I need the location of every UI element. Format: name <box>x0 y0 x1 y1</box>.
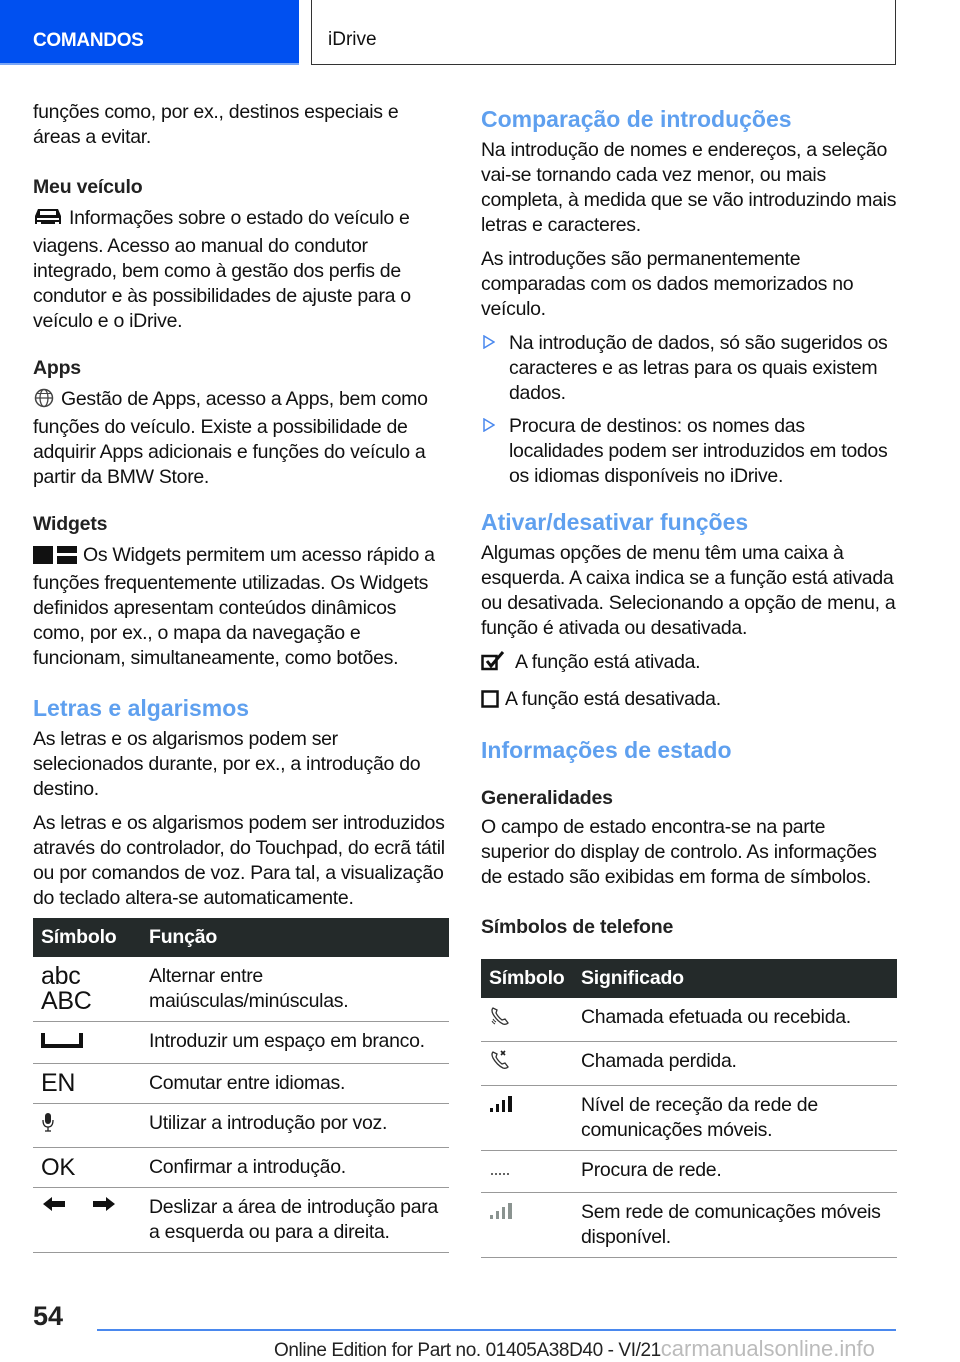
checkbox-unchecked-icon <box>481 690 499 715</box>
table-row <box>481 1193 897 1258</box>
table-row <box>33 1104 449 1148</box>
meaning-cell: Nível de receção da rede de comunicações móveis. <box>573 1086 897 1151</box>
symbol-cell <box>33 957 141 1022</box>
section-tab <box>311 0 896 65</box>
section-title: iDrive <box>328 29 377 50</box>
symbol-cell <box>33 1188 141 1253</box>
lowercase-symbol: abc <box>41 962 81 990</box>
meu-veiculo-text: Informações sobre o estado do veículo e viagens. Acesso ao manual do condutor integrado, bem como à gestão dos perfis de condutor e às possibilidades de ajuste para o veículo e o iDrive. <box>33 207 411 332</box>
apps-heading: Apps <box>33 357 81 379</box>
symbol-cell <box>481 998 573 1042</box>
checkbox-checked-icon <box>481 651 509 678</box>
generalidades-heading: Generalidades <box>481 787 613 809</box>
comparacao-p1: Na introdução de nomes e endereços, a seleção vai-se tornando cada vez menor, ou mais completa, à medida que se vão introduzindo mais letras e caracteres. <box>481 139 897 236</box>
widgets-icon <box>33 546 77 571</box>
table-header-row <box>33 918 449 957</box>
col-header-meaning: Significado <box>573 959 897 998</box>
unchecked-description: A função está desativada. <box>481 687 897 715</box>
meaning-cell: Chamada efetuada ou recebida. <box>573 998 897 1042</box>
table-row <box>481 1151 897 1193</box>
comparacao-p2: As introduções são permanentemente comparadas com os dados memorizados no veículo. <box>481 248 854 320</box>
symbol-cell <box>33 1022 141 1064</box>
telefone-heading: Símbolos de telefone <box>481 916 674 938</box>
table-row <box>33 1064 449 1104</box>
letras-p2: As letras e os algarismos podem ser introduzidos através do controlador, do Touchpad, do ecrã tátil ou por comandos de voz. Para tal, a visualização do teclado altera-se automaticamente. <box>33 812 445 909</box>
table-row <box>33 957 449 1022</box>
footer-divider <box>97 1329 896 1331</box>
symbol-cell <box>33 1064 141 1104</box>
intro-text: funções como, por ex., destinos especiais e áreas a evitar. <box>33 101 399 148</box>
symbol-cell <box>33 1148 141 1188</box>
widgets-heading: Widgets <box>33 513 108 535</box>
estado-p1: O campo de estado encontra-se na parte superior do display de controlo. As informações de estado são exibidas em forma de símbolos. <box>481 816 877 888</box>
footer-edition <box>274 1336 875 1362</box>
edition-text: Online Edition for Part no. 01405A38D40 - VI/21 <box>274 1340 661 1361</box>
arrows-left-right-icon <box>41 1198 117 1220</box>
triangle-bullet-icon <box>483 418 495 437</box>
left-column <box>33 100 449 1253</box>
globe-icon <box>33 388 55 415</box>
ativar-heading: Ativar/desativar funções <box>481 509 749 535</box>
car-icon <box>33 207 63 234</box>
estado-heading: Informações de estado <box>481 737 732 763</box>
function-cell: Alternar entre maiúsculas/minúsculas. <box>141 957 449 1022</box>
table-row <box>481 998 897 1042</box>
missed-call-icon <box>489 1054 511 1076</box>
meaning-cell: Procura de rede. <box>573 1151 897 1193</box>
symbol-cell <box>481 1151 573 1193</box>
phone-symbols-table <box>481 959 897 1258</box>
symbol-cell <box>481 1193 573 1258</box>
apps-text: Gestão de Apps, acesso a Apps, bem como funções do veículo. Existe a possibilidade de adquirir Apps adicionais e funções do veículo a partir da BMW Store. <box>33 388 428 488</box>
confirm-symbol: OK <box>41 1154 76 1181</box>
col-header-symbol: Símbolo <box>33 918 141 957</box>
uppercase-symbol: ABC <box>41 987 92 1015</box>
table-row <box>33 1148 449 1188</box>
network-search-icon <box>489 1161 519 1183</box>
language-symbol: EN <box>41 1069 76 1097</box>
function-cell: Comutar entre idiomas. <box>141 1064 449 1104</box>
table-row <box>481 1086 897 1151</box>
meaning-cell: Chamada perdida. <box>573 1042 897 1086</box>
widgets-text: Os Widgets permitem um acesso rápido a funções frequentemente utilizadas. Os Widgets definidos apresentam conteúdos dinâmicos como, por ex., o mapa da navegação e funcionam, simultaneamente, como botões. <box>33 544 435 669</box>
keyboard-symbols-table <box>33 918 449 1253</box>
phone-call-icon <box>489 1010 511 1032</box>
function-cell: Deslizar a área de introdução para a esquerda ou para a direita. <box>141 1188 449 1253</box>
no-network-icon <box>489 1203 519 1225</box>
table-row <box>481 1042 897 1086</box>
microphone-icon <box>41 1116 55 1138</box>
triangle-bullet-icon <box>483 335 495 354</box>
chapter-title: COMANDOS <box>33 30 144 51</box>
col-header-function: Função <box>141 918 449 957</box>
bullet-item: Na introdução de dados, só são sugeridos os caracteres e as letras para os quais existem dados. <box>481 331 897 406</box>
signal-strength-icon <box>489 1096 519 1118</box>
function-cell: Utilizar a introdução por voz. <box>141 1104 449 1148</box>
bullet-item: Procura de destinos: os nomes das localidades podem ser introduzidos em todos os idiomas disponíveis no iDrive. <box>481 414 897 489</box>
table-header-row <box>481 959 897 998</box>
meu-veiculo-heading: Meu veículo <box>33 176 143 198</box>
letras-heading: Letras e algarismos <box>33 695 250 721</box>
comparacao-heading: Comparação de introduções <box>481 106 792 132</box>
col-header-symbol: Símbolo <box>481 959 573 998</box>
function-cell: Confirmar a introdução. <box>141 1148 449 1188</box>
letras-p1: As letras e os algarismos podem ser selecionados durante, por ex., a introdução do destino. <box>33 728 421 800</box>
checked-description: A função está ativada. <box>481 650 897 678</box>
table-row <box>33 1022 449 1064</box>
space-bar-icon <box>41 1032 83 1054</box>
table-row <box>33 1188 449 1253</box>
symbol-cell <box>33 1104 141 1148</box>
symbol-cell <box>481 1042 573 1086</box>
function-cell: Introduzir um espaço em branco. <box>141 1022 449 1064</box>
right-column <box>481 104 897 1258</box>
symbol-cell <box>481 1086 573 1151</box>
watermark: carmanualsonline.info <box>660 1336 875 1361</box>
ativar-p1: Algumas opções de menu têm uma caixa à esquerda. A caixa indica se a função está ativada ou desativada. Selecionando a opção de menu, a função é ativada ou desativada. <box>481 542 896 639</box>
page-number: 54 <box>33 1301 64 1331</box>
chapter-tab <box>0 0 299 65</box>
meaning-cell: Sem rede de comunicações móveis disponível. <box>573 1193 897 1258</box>
